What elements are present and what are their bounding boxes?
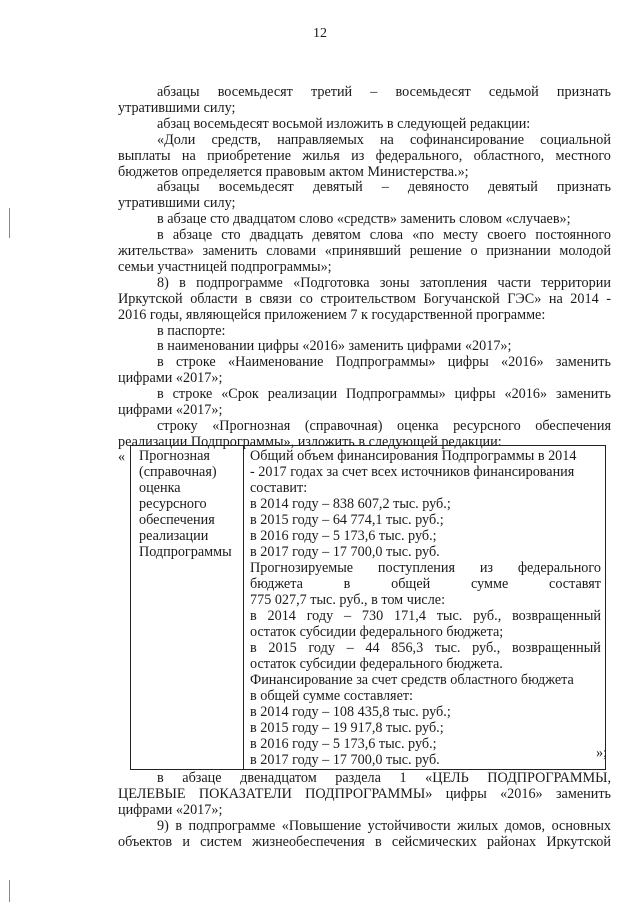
text-line: выплаты на приобретение жилья из федерального, областного, местного [118,147,611,164]
table-label-line: обеспечения [139,512,215,528]
table-label-cell [131,446,244,770]
table-content-line: составит: [250,480,308,496]
text-line: цифрами «2017»; [118,802,223,819]
text-line: в абзаце сто двадцать девятом слова «по месту своего постоянного [157,227,611,244]
text-line: бюджетов определяется правовым актом Министерства.»; [118,163,469,180]
table-label-line: Подпрограммы [139,544,232,560]
table-label-line: реализации [139,528,209,544]
margin-mark [9,208,10,238]
text-line: цифрами «2017»; [118,370,223,387]
table-content-line: в 2016 году – 5 173,6 тыс. руб.; [250,736,437,752]
table-content-line: - 2017 годах за счет всех источников финансирования [250,464,575,480]
text-line: жительства» заменить словами «принявший решение о признании молодой [118,243,611,259]
text-line: в наименовании цифры «2016» заменить цифрами «2017»; [157,338,512,355]
text-line: цифрами «2017»; [118,402,223,418]
text-line: объектов и систем жизнеобеспечения в сейсмических районах Иркутской [118,834,611,851]
text-line: абзацы восемьдесят третий – восемьдесят седьмой признать [157,84,611,100]
table-content-line: остаток субсидии федерального бюджета; [250,624,504,640]
table-content-line: остаток субсидии федерального бюджета. [250,656,503,672]
text-line: абзацы восемьдесят девятый – девяносто девятый признать [157,179,611,196]
table-content-line: в 2017 году – 17 700,0 тыс. руб. [250,752,440,768]
text-line: ЦЕЛЕВЫЕ ПОКАЗАТЕЛИ ПОДПРОГРАММЫ» цифры «2016» заменить [118,786,611,803]
text-line: 8) в подпрограмме «Подготовка зоны затопления части территории [157,274,611,291]
text-line: 9) в подпрограмме «Повышение устойчивости жилых домов, основных [157,818,611,835]
text-line: абзац восемьдесят восьмой изложить в следующей редакции: [157,115,531,132]
text-line: в абзаце сто двадцатом слово «средств» заменить словом «случаев»; [157,211,571,228]
text-line: в паспорте: [157,322,226,339]
text-line: в строке «Срок реализации Подпрограммы» цифры «2016» заменить [157,386,611,403]
text-line: семьи участницей подпрограммы»; [118,258,332,275]
text-line: 2016 годы, являющейся приложением 7 к государственной программе: [118,306,546,323]
page-number: 12 [313,26,327,41]
table-content-line: в 2016 году – 5 173,6 тыс. руб.; [250,528,437,544]
table-content-line: в 2014 году – 838 607,2 тыс. руб.; [250,496,451,512]
table-content-line: в 2015 году – 44 856,3 тыс. руб., возвращенный [250,640,601,656]
table-content-line: Прогнозируемые поступления из федерального [250,560,601,576]
table-label-line: оценка [139,480,181,496]
table-content-line: в общей сумме составляет: [250,688,414,704]
table-content-line: Финансирование за счет средств областного бюджета [250,672,574,688]
funding-table [130,445,606,770]
text-line: «Доли средств, направляемых на софинансирование социальной [157,131,611,148]
open-quote: « [118,449,126,465]
table-content-cell [244,446,606,770]
text-line: строку «Прогнозная (справочная) оценка ресурсного обеспечения [157,417,611,434]
table-content-line: в 2017 году – 17 700,0 тыс. руб. [250,544,440,560]
table-label-line: (справочная) [139,464,217,480]
margin-mark [9,880,10,902]
table-content-line: в 2014 году – 108 435,8 тыс. руб.; [250,704,451,720]
table-content-line: в 2015 году – 64 774,1 тыс. руб.; [250,512,444,528]
table-content-line: бюджета в общей сумме составят [250,576,601,592]
close-quote: »; [596,745,608,761]
text-line: в строке «Наименование Подпрограммы» цифры «2016» заменить [157,354,611,371]
table-content-line: в 2014 году – 730 171,4 тыс. руб., возвращенный [250,608,601,624]
text-line: реализации Подпрограммы», изложить в следующей редакции: [118,433,502,450]
text-line: в абзаце двенадцатом раздела 1 «ЦЕЛЬ ПОДПРОГРАММЫ, [157,770,611,786]
text-line: Иркутской области в связи со строительством Богучанской ГЭС» на 2014 - [118,290,611,307]
table-content-line: 775 027,7 тыс. руб., в том числе: [250,592,446,608]
table-content-line: Общий объем финансирования Подпрограммы в 2014 [250,448,577,464]
text-line: утратившими силу; [118,99,236,116]
text-line: утратившими силу; [118,195,236,212]
table-label-line: ресурсного [139,496,207,512]
table-label-line: Прогнозная [139,448,210,464]
table-content-line: в 2015 году – 19 917,8 тыс. руб.; [250,720,444,736]
